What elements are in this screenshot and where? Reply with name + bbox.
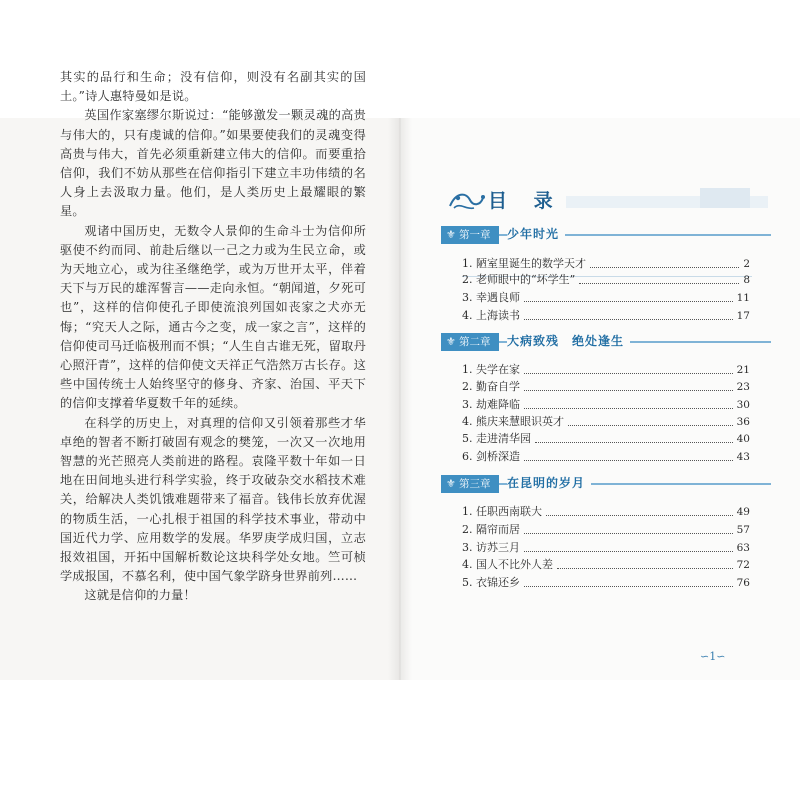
toc-entry-page: 40 bbox=[736, 433, 750, 445]
toc-entry-page: 8 bbox=[743, 274, 750, 286]
dot-leader bbox=[524, 408, 733, 409]
dot-leader bbox=[524, 319, 733, 320]
toc-entry-title: 2. 老师眼中的“坏学生” bbox=[462, 273, 576, 286]
paragraph: 在科学的历史上，对真理的信仰又引领着那些才华卓绝的智者不断打破固有观念的樊笼，一次又一次地用智慧的光芒照亮人类前进的路程。袁隆平数十年如一日地在田间地头进行科学实验，终于攻破杂交水稻技术难关，给解决人类饥饿难题带来了福音。钱伟长放弃优渥的物质生活，一心扎根于祖国的科学技术事业，带动中国近代力学、应用数学的发展。华罗庚学成归国，立志报效祖国，开拓中国解析数论这块科学处女地。竺可桢学成报国，不慕名利，使中国气象学跻身世界前列…… bbox=[60, 415, 366, 584]
toc-entry[interactable] bbox=[462, 540, 750, 556]
chapter-title: 大病致残 绝处逢生 bbox=[507, 332, 630, 349]
fleur-de-lis-icon: ⚜ bbox=[446, 477, 456, 490]
dot-leader bbox=[579, 283, 739, 284]
left-page-body bbox=[60, 68, 366, 606]
toc-entry-page: 2 bbox=[743, 258, 750, 270]
toc-entry-title: 3. 幸遇良师 bbox=[462, 291, 520, 304]
toc-entry-page: 30 bbox=[736, 399, 750, 411]
chapter-title: 少年时光 bbox=[507, 225, 565, 242]
toc-header bbox=[448, 186, 768, 216]
toc-entry[interactable] bbox=[462, 414, 750, 430]
fleur-de-lis-icon: ⚜ bbox=[446, 335, 456, 348]
toc-entry[interactable] bbox=[462, 504, 750, 520]
dot-leader bbox=[568, 425, 733, 426]
toc-entry-page: 23 bbox=[736, 381, 750, 393]
toc-entry[interactable] bbox=[462, 379, 750, 395]
toc-entry-title: 2. 隔帘而居 bbox=[462, 523, 520, 536]
toc-entry-title: 1. 陋室里诞生的数学天才 bbox=[462, 257, 586, 270]
paragraph: 观诸中国历史，无数令人景仰的生命斗士为信仰所驱使不约而同、前赴后继以一己之力或为生民立命，或为天地立心，或为往圣继绝学，或为万世开太平，伴着天下与万民的雄浑誓言——走向永恒。“朝闻道，夕死可也”，这样的信仰使孔子即使流浪列国如丧家之犬亦无悔；“究天人之际，通古今之变，成一家之言”，这样的信仰使司马迁临极刑而不惧；“人生自古谁无死，留取丹心照汗青”，这样的信仰使文天祥正气浩然万古长存。这些中国传统士人始终坚守的修身、齐家、治国、平天下的信仰支撑着华夏数千年的延续。 bbox=[60, 223, 366, 411]
toc-entry-title: 4. 熊庆来慧眼识英才 bbox=[462, 415, 564, 428]
chapter-number: 第三章 bbox=[459, 478, 491, 490]
chapter-heading[interactable] bbox=[441, 226, 771, 244]
dot-leader bbox=[535, 442, 733, 443]
toc-entry-page: 43 bbox=[736, 451, 750, 463]
toc-entry[interactable] bbox=[462, 557, 750, 573]
dot-leader bbox=[524, 586, 733, 587]
chapter-badge bbox=[441, 226, 499, 244]
toc-entry-page: 36 bbox=[736, 416, 750, 428]
dot-leader bbox=[557, 568, 733, 569]
toc-entry[interactable] bbox=[462, 397, 750, 413]
toc-entry-page: 21 bbox=[736, 364, 750, 376]
dot-leader bbox=[524, 301, 733, 302]
dot-leader bbox=[590, 267, 739, 268]
toc-entry-page: 76 bbox=[736, 577, 750, 589]
toc-title-accent bbox=[700, 188, 750, 208]
chapter-badge bbox=[441, 475, 499, 493]
toc-entry[interactable] bbox=[462, 449, 750, 465]
toc-entry[interactable] bbox=[462, 290, 750, 306]
chapter-badge bbox=[441, 333, 499, 351]
toc-entry-title: 5. 走进清华园 bbox=[462, 432, 531, 445]
page-number: ∽1∽ bbox=[700, 650, 726, 663]
fleur-de-lis-icon: ⚜ bbox=[446, 228, 456, 241]
toc-entry-title: 1. 失学在家 bbox=[462, 363, 520, 376]
toc-entry-title: 3. 劫难降临 bbox=[462, 398, 520, 411]
dot-leader bbox=[524, 551, 733, 552]
dot-leader bbox=[524, 460, 733, 461]
toc-entry[interactable] bbox=[462, 308, 750, 324]
toc-entry-title: 3. 访苏三月 bbox=[462, 541, 520, 554]
chapter-title: 在昆明的岁月 bbox=[507, 474, 591, 491]
toc-entry-page: 17 bbox=[736, 310, 750, 322]
toc-entry-title: 4. 上海读书 bbox=[462, 309, 520, 322]
book-gutter bbox=[388, 118, 412, 680]
swirl-ornament-icon bbox=[448, 188, 486, 214]
toc-entry-title: 2. 勤奋自学 bbox=[462, 380, 520, 393]
paragraph: 英国作家塞缪尔斯说过：“能够激发一颗灵魂的高贵与伟大的，只有虔诚的信仰。”如果要使我们的灵魂变得高贵与伟大，首先必须重新建立伟大的信仰。而要重拾信仰，我们不妨从那些在信仰指引下建立丰功伟绩的名人身上去汲取力量。他们，是人类历史上最耀眼的繁星。 bbox=[60, 108, 366, 219]
toc-entry[interactable] bbox=[462, 575, 750, 591]
toc-entry[interactable] bbox=[462, 256, 750, 272]
chapter-number: 第一章 bbox=[459, 229, 491, 241]
toc-entry-title: 6. 剑桥深造 bbox=[462, 450, 520, 463]
chapter-number: 第二章 bbox=[459, 336, 491, 348]
toc-entry-title: 4. 国人不比外人差 bbox=[462, 558, 553, 571]
toc-title: 目 录 bbox=[488, 190, 563, 212]
toc-entry-title: 5. 衣锦还乡 bbox=[462, 576, 520, 589]
toc-entry-page: 11 bbox=[736, 292, 750, 304]
dot-leader bbox=[524, 373, 733, 374]
toc-entry-title: 1. 任职西南联大 bbox=[462, 505, 542, 518]
toc-entry[interactable] bbox=[462, 362, 750, 378]
toc-entry[interactable] bbox=[462, 272, 750, 288]
paragraph: 其实的品行和生命；没有信仰，则没有名副其实的国土。”诗人惠特曼如是说。 bbox=[60, 70, 366, 104]
chapter-heading[interactable] bbox=[441, 333, 771, 351]
toc-entry-page: 72 bbox=[736, 559, 750, 571]
dot-leader bbox=[524, 533, 733, 534]
dot-leader bbox=[524, 390, 733, 391]
toc-entry-page: 57 bbox=[736, 524, 750, 536]
toc-entry-page: 49 bbox=[736, 506, 750, 518]
paragraph: 这就是信仰的力量！ bbox=[84, 588, 196, 603]
chapter-heading[interactable] bbox=[441, 475, 771, 493]
toc-entry[interactable] bbox=[462, 522, 750, 538]
toc-entry-page: 63 bbox=[736, 542, 750, 554]
dot-leader bbox=[546, 515, 733, 516]
toc-entry[interactable] bbox=[462, 431, 750, 447]
